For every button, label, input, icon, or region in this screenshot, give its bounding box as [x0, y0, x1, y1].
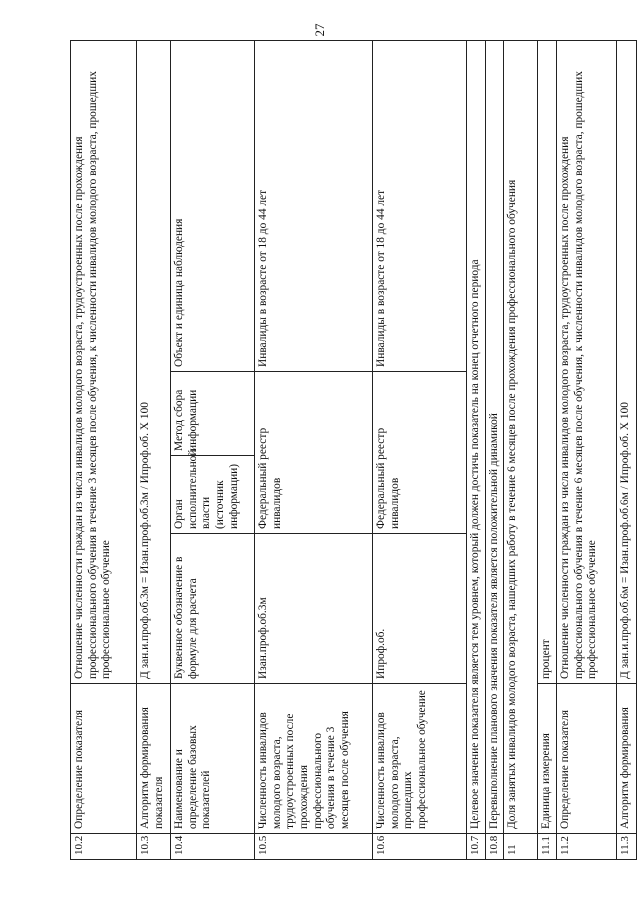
row-value: Д зан.и.проф.об.6м = Изан.проф.об.6м / Ипроф.об. Х 100: [617, 41, 637, 684]
row-number: 11.1: [538, 834, 557, 860]
table-row: [504, 41, 538, 860]
row-number: 10.2: [71, 834, 137, 860]
row-symbol: Ипроф.об.: [373, 534, 467, 684]
row-label: Определение показателя: [71, 684, 137, 834]
table-row: [71, 41, 137, 860]
table-row: [255, 41, 373, 860]
row-label: Единица измерения: [538, 684, 557, 834]
table-row: [373, 41, 467, 860]
row-label: Алгоритм формирования: [617, 684, 637, 834]
row-value: процент: [538, 41, 557, 684]
table-row: [467, 41, 486, 860]
row-value: Целевое значение показателя является тем уровнем, который должен достичь показатель на конец отчетного периода: [467, 41, 486, 834]
row-value: Д зан.и.проф.об.3м = Изан.проф.об.3м / Ипроф.об. Х 100: [137, 41, 171, 684]
row-number: 11: [504, 834, 538, 860]
row-label: Численность инвалидов молодого возраста, прошедших профессиональное обучение: [373, 684, 467, 834]
row-value: Перевыполнение планового значения показателя является положительной динамикой: [485, 41, 504, 834]
row-source: Федеральный реестр инвалидов: [373, 372, 467, 534]
table-row: [617, 41, 637, 860]
row-number: 10.5: [255, 834, 373, 860]
row-object: Инвалиды в возрасте от 18 до 44 лет: [255, 41, 373, 372]
row-number: 11.2: [557, 834, 617, 860]
row-symbol: Изан.проф.об.3м: [255, 534, 373, 684]
row-number: 10.3: [137, 834, 171, 860]
row-label: Наименование и определение базовых показателей: [171, 684, 255, 834]
table-row: [485, 41, 504, 860]
column-header-method: Метод сбора информации: [171, 372, 255, 456]
row-number: 10.4: [171, 834, 255, 860]
table-row: [137, 41, 171, 860]
column-header-symbol: Буквенное обозначение в формуле для расчета: [171, 534, 255, 684]
table-row: [557, 41, 617, 860]
row-label: Численность инвалидов молодого возраста, трудоустроенных после прохождения профессионального обучения в течение 3 месяцев после обучения: [255, 684, 373, 834]
table-row: [171, 41, 255, 860]
table-row: [538, 41, 557, 860]
row-label: Алгоритм формирования показателя: [137, 684, 171, 834]
row-value: Отношение численности граждан из числа инвалидов молодого возраста, трудоустроенных после прохождения профессионального обучения в течение 3 месяцев после обучения, к численности инвалидов молодого возраста, прошедших профессиональное обучение: [71, 41, 137, 684]
row-source: Федеральный реестр инвалидов: [255, 372, 373, 534]
indicator-table-sheet: [70, 40, 632, 860]
column-header-source: Орган исполнительной власти (источник информации): [171, 456, 255, 534]
row-number: 10.7: [467, 834, 486, 860]
indicator-table: [70, 40, 637, 860]
row-object: Инвалиды в возрасте от 18 до 44 лет: [373, 41, 467, 372]
row-number: 10.8: [485, 834, 504, 860]
row-number: 10.6: [373, 834, 467, 860]
row-number: 11.3: [617, 834, 637, 860]
row-label: Определение показателя: [557, 684, 617, 834]
row-value: Доля занятых инвалидов молодого возраста, нашедших работу в течение 6 месяцев после прохождения профессионального обучения: [504, 41, 538, 834]
column-header-object: Объект и единица наблюдения: [171, 41, 255, 372]
row-value: Отношение численности граждан из числа инвалидов молодого возраста, трудоустроенных после прохождения профессионального обучения в течение 6 месяцев после обучения, к численности инвалидов молодого возраста, прошедших профессиональное обучение: [557, 41, 617, 684]
page-number: 27: [312, 23, 327, 37]
